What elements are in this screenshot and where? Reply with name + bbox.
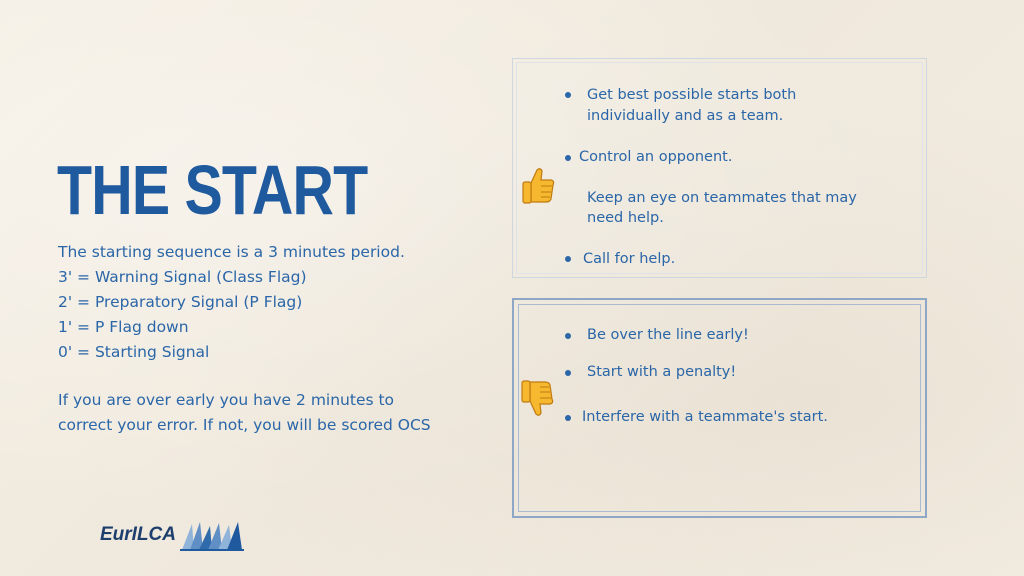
do-item: Get best possible starts both <box>587 87 797 103</box>
dont-item: Be over the line early! <box>587 327 749 343</box>
dont-panel <box>512 298 927 518</box>
page-title: THE START <box>57 151 368 229</box>
bullet <box>565 333 571 339</box>
dont-item: Start with a penalty! <box>587 364 737 380</box>
bullet <box>565 370 571 376</box>
ocs-line: If you are over early you have 2 minutes to <box>58 391 395 409</box>
bullet <box>565 92 571 98</box>
bullet <box>565 256 571 262</box>
intro-line: 0' = Starting Signal <box>58 343 210 361</box>
intro-line: 2' = Preparatory Signal (P Flag) <box>58 293 303 311</box>
thumbs-up-icon <box>521 166 555 204</box>
logo-text: EurILCA <box>100 524 176 545</box>
do-panel <box>512 58 927 278</box>
do-item: individually and as a team. <box>587 108 784 124</box>
bullet <box>565 415 571 421</box>
bullet <box>565 155 571 161</box>
dont-item: Interfere with a teammate's start. <box>582 409 828 425</box>
do-item: Control an opponent. <box>579 149 733 165</box>
intro-line: 3' = Warning Signal (Class Flag) <box>58 268 307 286</box>
thumbs-down-icon <box>520 380 554 418</box>
do-item: Keep an eye on teammates that may <box>587 190 857 206</box>
intro-text <box>58 240 478 438</box>
intro-line: 1' = P Flag down <box>58 318 189 336</box>
sails-logo-icon <box>180 520 246 552</box>
do-item: Call for help. <box>583 251 676 267</box>
ocs-line: correct your error. If not, you will be scored OCS <box>58 416 431 434</box>
intro-line: The starting sequence is a 3 minutes period. <box>58 243 405 261</box>
do-item: need help. <box>587 210 664 226</box>
